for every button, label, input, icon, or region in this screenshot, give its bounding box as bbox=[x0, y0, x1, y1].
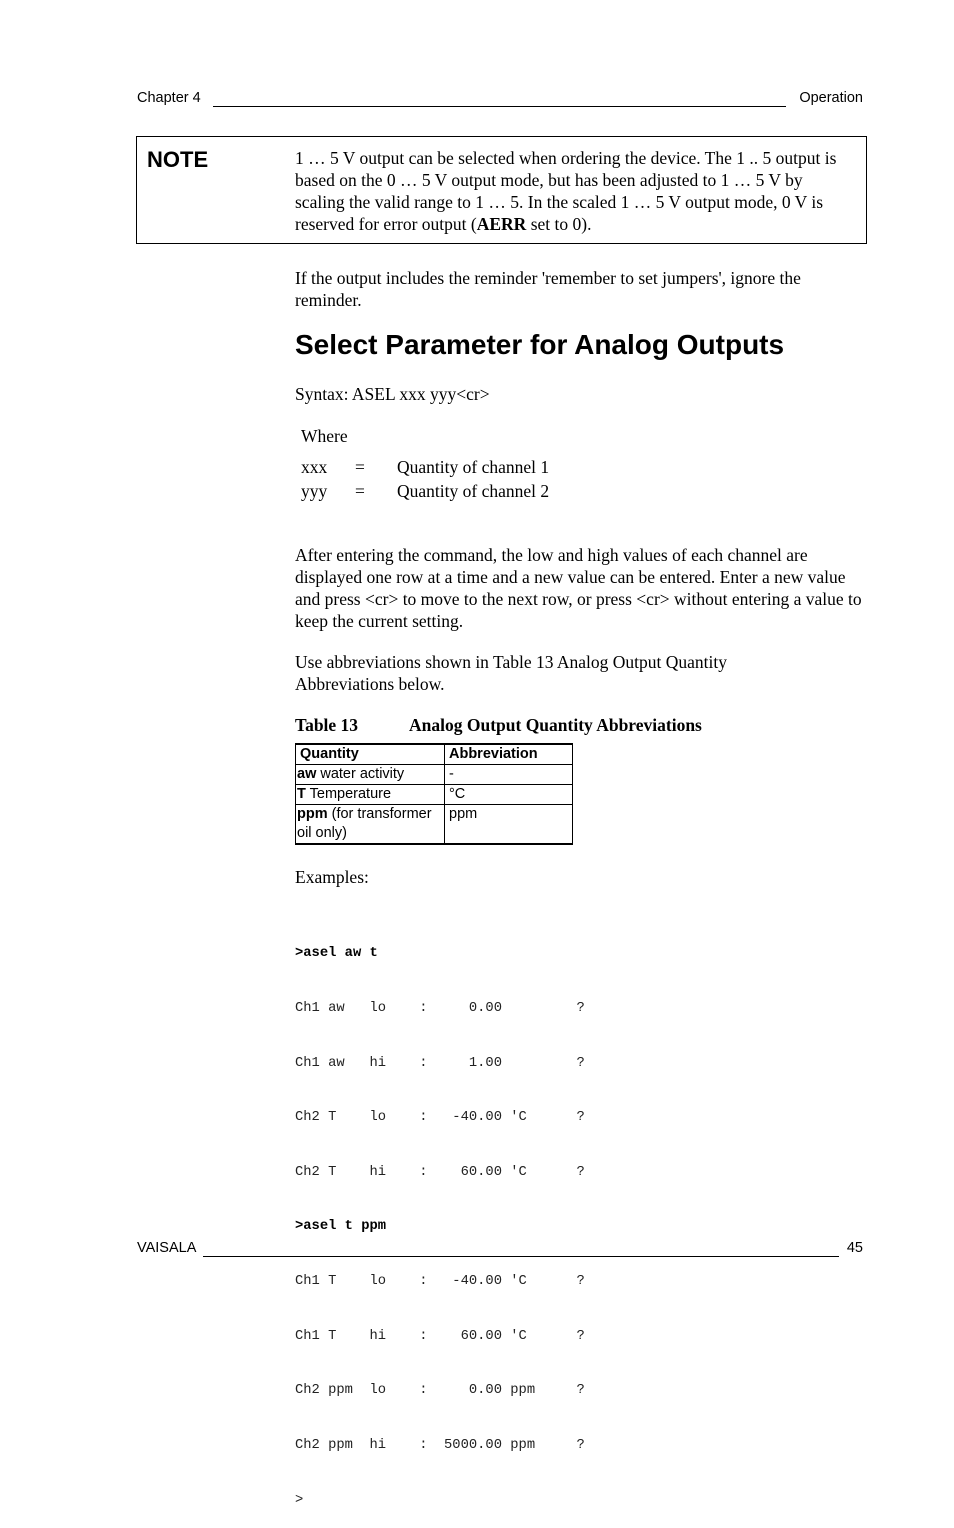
note-label: NOTE bbox=[147, 147, 209, 172]
page-number: 45 bbox=[846, 1240, 863, 1256]
abbreviation-paragraph: Use abbreviations shown in Table 13 Analog Output Quantity Abbreviations below. bbox=[295, 652, 728, 694]
footer-rule bbox=[203, 1256, 839, 1257]
quantity-symbol: ppm bbox=[297, 806, 328, 822]
quantity-symbol: aw bbox=[297, 766, 317, 782]
quantity-cell bbox=[296, 805, 445, 845]
where-desc: Quantity of channel 1 bbox=[397, 457, 550, 477]
output-line: Ch2 T hi : 60.00 'C ? bbox=[295, 1164, 585, 1180]
abbreviation-cell: °C bbox=[445, 785, 573, 805]
abbreviation-cell: - bbox=[445, 765, 573, 785]
where-term: xxx bbox=[301, 457, 328, 477]
output-line: Ch1 T lo : -40.00 'C ? bbox=[295, 1274, 585, 1290]
note-text-bold: AERR bbox=[476, 214, 527, 234]
note-text bbox=[295, 147, 840, 235]
table-row bbox=[296, 765, 573, 785]
quantity-symbol: T bbox=[297, 786, 306, 802]
quantity-name: Temperature bbox=[305, 786, 392, 802]
output-line: Ch1 aw lo : 0.00 ? bbox=[295, 1001, 585, 1017]
header-rule bbox=[213, 106, 786, 107]
output-line: Ch1 T hi : 60.00 'C ? bbox=[295, 1328, 585, 1344]
column-header-abbreviation: Abbreviation bbox=[445, 744, 573, 765]
note-box bbox=[136, 136, 867, 244]
syntax-line: Syntax: ASEL xxx yyy<cr> bbox=[295, 384, 490, 404]
quantity-cell bbox=[296, 765, 445, 785]
page-header bbox=[137, 90, 863, 110]
quantity-cell bbox=[296, 785, 445, 805]
output-line: Ch1 aw hi : 1.00 ? bbox=[295, 1055, 585, 1071]
table-number: Table 13 bbox=[295, 715, 359, 735]
section-label: Operation bbox=[799, 90, 863, 106]
prompt-line: > bbox=[295, 1492, 304, 1508]
section-heading: Select Parameter for Analog Outputs bbox=[295, 329, 785, 360]
abbreviation-cell: ppm bbox=[445, 805, 573, 845]
output-line: Ch2 ppm hi : 5000.00 ppm ? bbox=[295, 1437, 585, 1453]
company-name: VAISALA bbox=[137, 1240, 197, 1256]
table-header-row bbox=[296, 744, 573, 765]
page-footer bbox=[137, 1240, 863, 1260]
command-explanation: After entering the command, the low and high values of each channel are displayed one row at a time and a new value can be entered. Enter a new value and press <cr> to move to the next row, or press <cr> without entering a value to keep the current setting. bbox=[295, 545, 862, 631]
intro-paragraph: If the output includes the reminder 'remember to set jumpers', ignore the reminder. bbox=[295, 268, 801, 310]
table-title: Analog Output Quantity Abbreviations bbox=[409, 715, 702, 735]
column-header-quantity: Quantity bbox=[296, 744, 445, 765]
output-line: Ch2 ppm lo : 0.00 ppm ? bbox=[295, 1383, 585, 1399]
table-caption bbox=[295, 715, 702, 736]
quantity-name: (for transformer oil only) bbox=[297, 806, 432, 841]
quantity-table bbox=[295, 743, 573, 845]
command-line: >asel aw t bbox=[295, 946, 378, 962]
where-label: Where bbox=[301, 426, 348, 446]
where-term: yyy bbox=[301, 481, 328, 501]
note-text-after: set to 0). bbox=[526, 214, 592, 234]
output-line: Ch2 T lo : -40.00 'C ? bbox=[295, 1110, 585, 1126]
where-eq: = bbox=[355, 457, 365, 477]
table-row bbox=[296, 805, 573, 845]
quantity-name: water activity bbox=[316, 766, 405, 782]
note-text-before: 1 … 5 V output can be selected when ordering the device. The 1 .. 5 output is based on the 0 … 5 V output mode, but has been adjusted to 1 … 5 V by scaling the valid range to 1 … 5. In the scaled 1 … 5 V output mode, 0 V is reserved for error output ( bbox=[295, 148, 837, 234]
table-row bbox=[296, 785, 573, 805]
where-desc: Quantity of channel 2 bbox=[397, 481, 550, 501]
terminal-example bbox=[295, 909, 585, 1528]
chapter-label: Chapter 4 bbox=[137, 90, 201, 106]
command-line: >asel t ppm bbox=[295, 1219, 387, 1235]
where-eq: = bbox=[355, 481, 365, 501]
examples-label: Examples: bbox=[295, 867, 369, 887]
